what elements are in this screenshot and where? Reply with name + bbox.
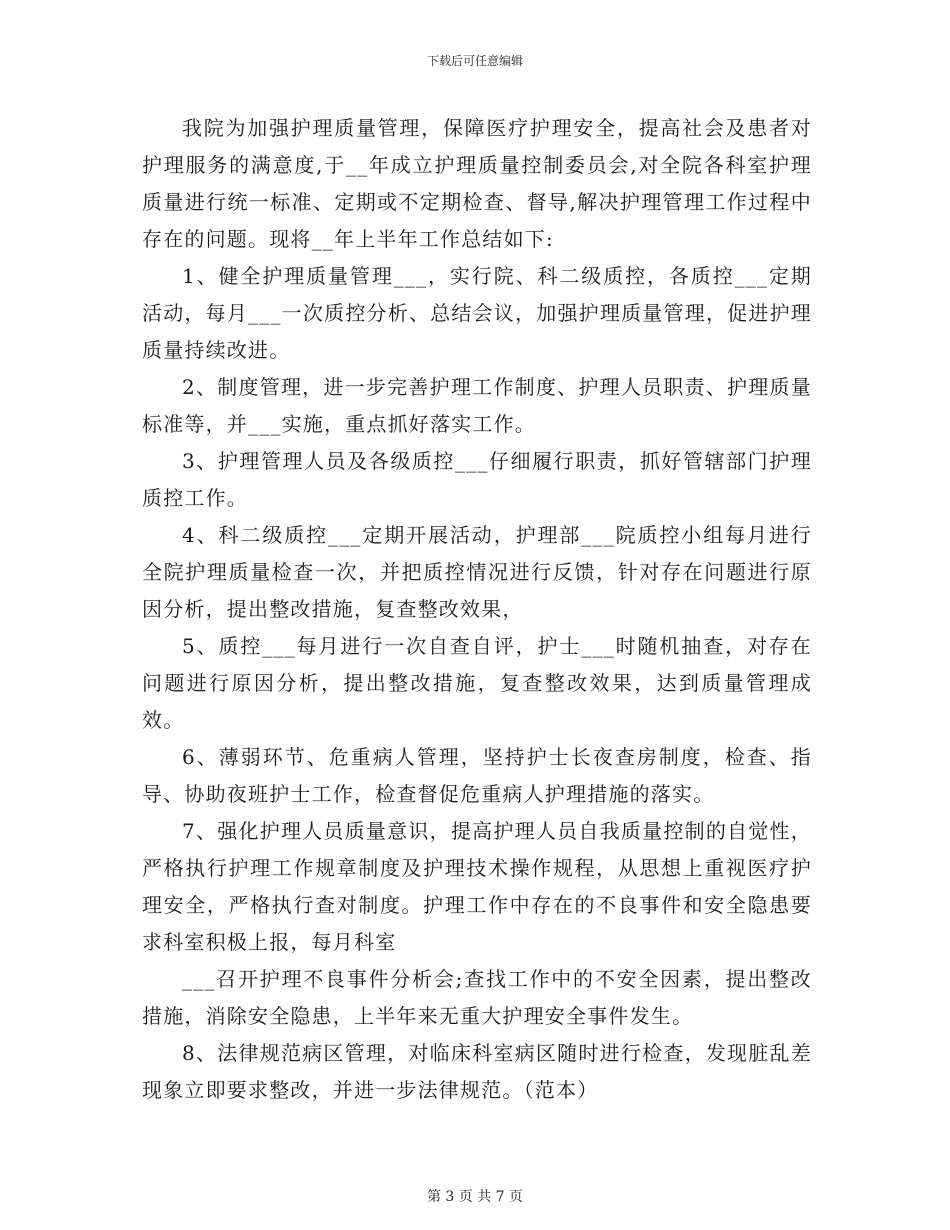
item-8-paragraph: 8、法律规范病区管理，对临床科室病区随时进行检查，发现脏乱差现象立即要求整改，并进一步法律规范。（范本） xyxy=(142,1041,812,1102)
item-6-paragraph: 6、薄弱环节、危重病人管理，坚持护士长夜查房制度，检查、指导、协助夜班护士工作，检查督促危重病人护理措施的落实。 xyxy=(142,745,812,806)
page-footer: 第 3 页 共 7 页 xyxy=(426,1189,524,1205)
intro-paragraph: 我院为加强护理质量管理，保障医疗护理安全，提高社会及患者对护理服务的满意度,于__年成立护理质量控制委员会,对全院各科室护理质量进行统一标准、定期或不定期检查、督导,解决护理管理工作过程中存在的问题。现将__年上半年工作总结如下: xyxy=(142,116,812,251)
item-5-paragraph: 5、质控___每月进行一次自查自评，护士___时随机抽查，对存在问题进行原因分析，提出整改措施，复查整改效果，达到质量管理成效。 xyxy=(142,634,812,732)
item-4-paragraph: 4、科二级质控___定期开展活动，护理部___院质控小组每月进行全院护理质量检查一次，并把质控情况进行反馈，针对存在问题进行原因分析，提出整改措施，复查整改效果， xyxy=(142,523,812,621)
item-3-paragraph: 3、护理管理人员及各级质控___仔细履行职责，抓好管辖部门护理质控工作。 xyxy=(142,449,812,510)
item-2-paragraph: 2、制度管理，进一步完善护理工作制度、护理人员职责、护理质量标准等，并___实施，重点抓好落实工作。 xyxy=(142,375,812,436)
item-7-paragraph: 7、强化护理人员质量意识，提高护理人员自我质量控制的自觉性，严格执行护理工作规章制度及护理技术操作规程，从思想上重视医疗护理安全，严格执行查对制度。护理工作中存在的不良事件和安全隐患要求科室积极上报，每月科室 xyxy=(142,819,812,954)
item-1-paragraph: 1、健全护理质量管理___，实行院、科二级质控，各质控___定期活动，每月___一次质控分析、总结会议，加强护理质量管理，促进护理质量持续改进。 xyxy=(142,264,812,362)
item-7-continuation-paragraph: ___召开护理不良事件分析会;查找工作中的不安全因素，提出整改措施，消除安全隐患，上半年来无重大护理安全事件发生。 xyxy=(142,967,812,1028)
document-body xyxy=(142,110,812,1109)
page-header: 下载后可任意编辑 xyxy=(426,54,523,68)
